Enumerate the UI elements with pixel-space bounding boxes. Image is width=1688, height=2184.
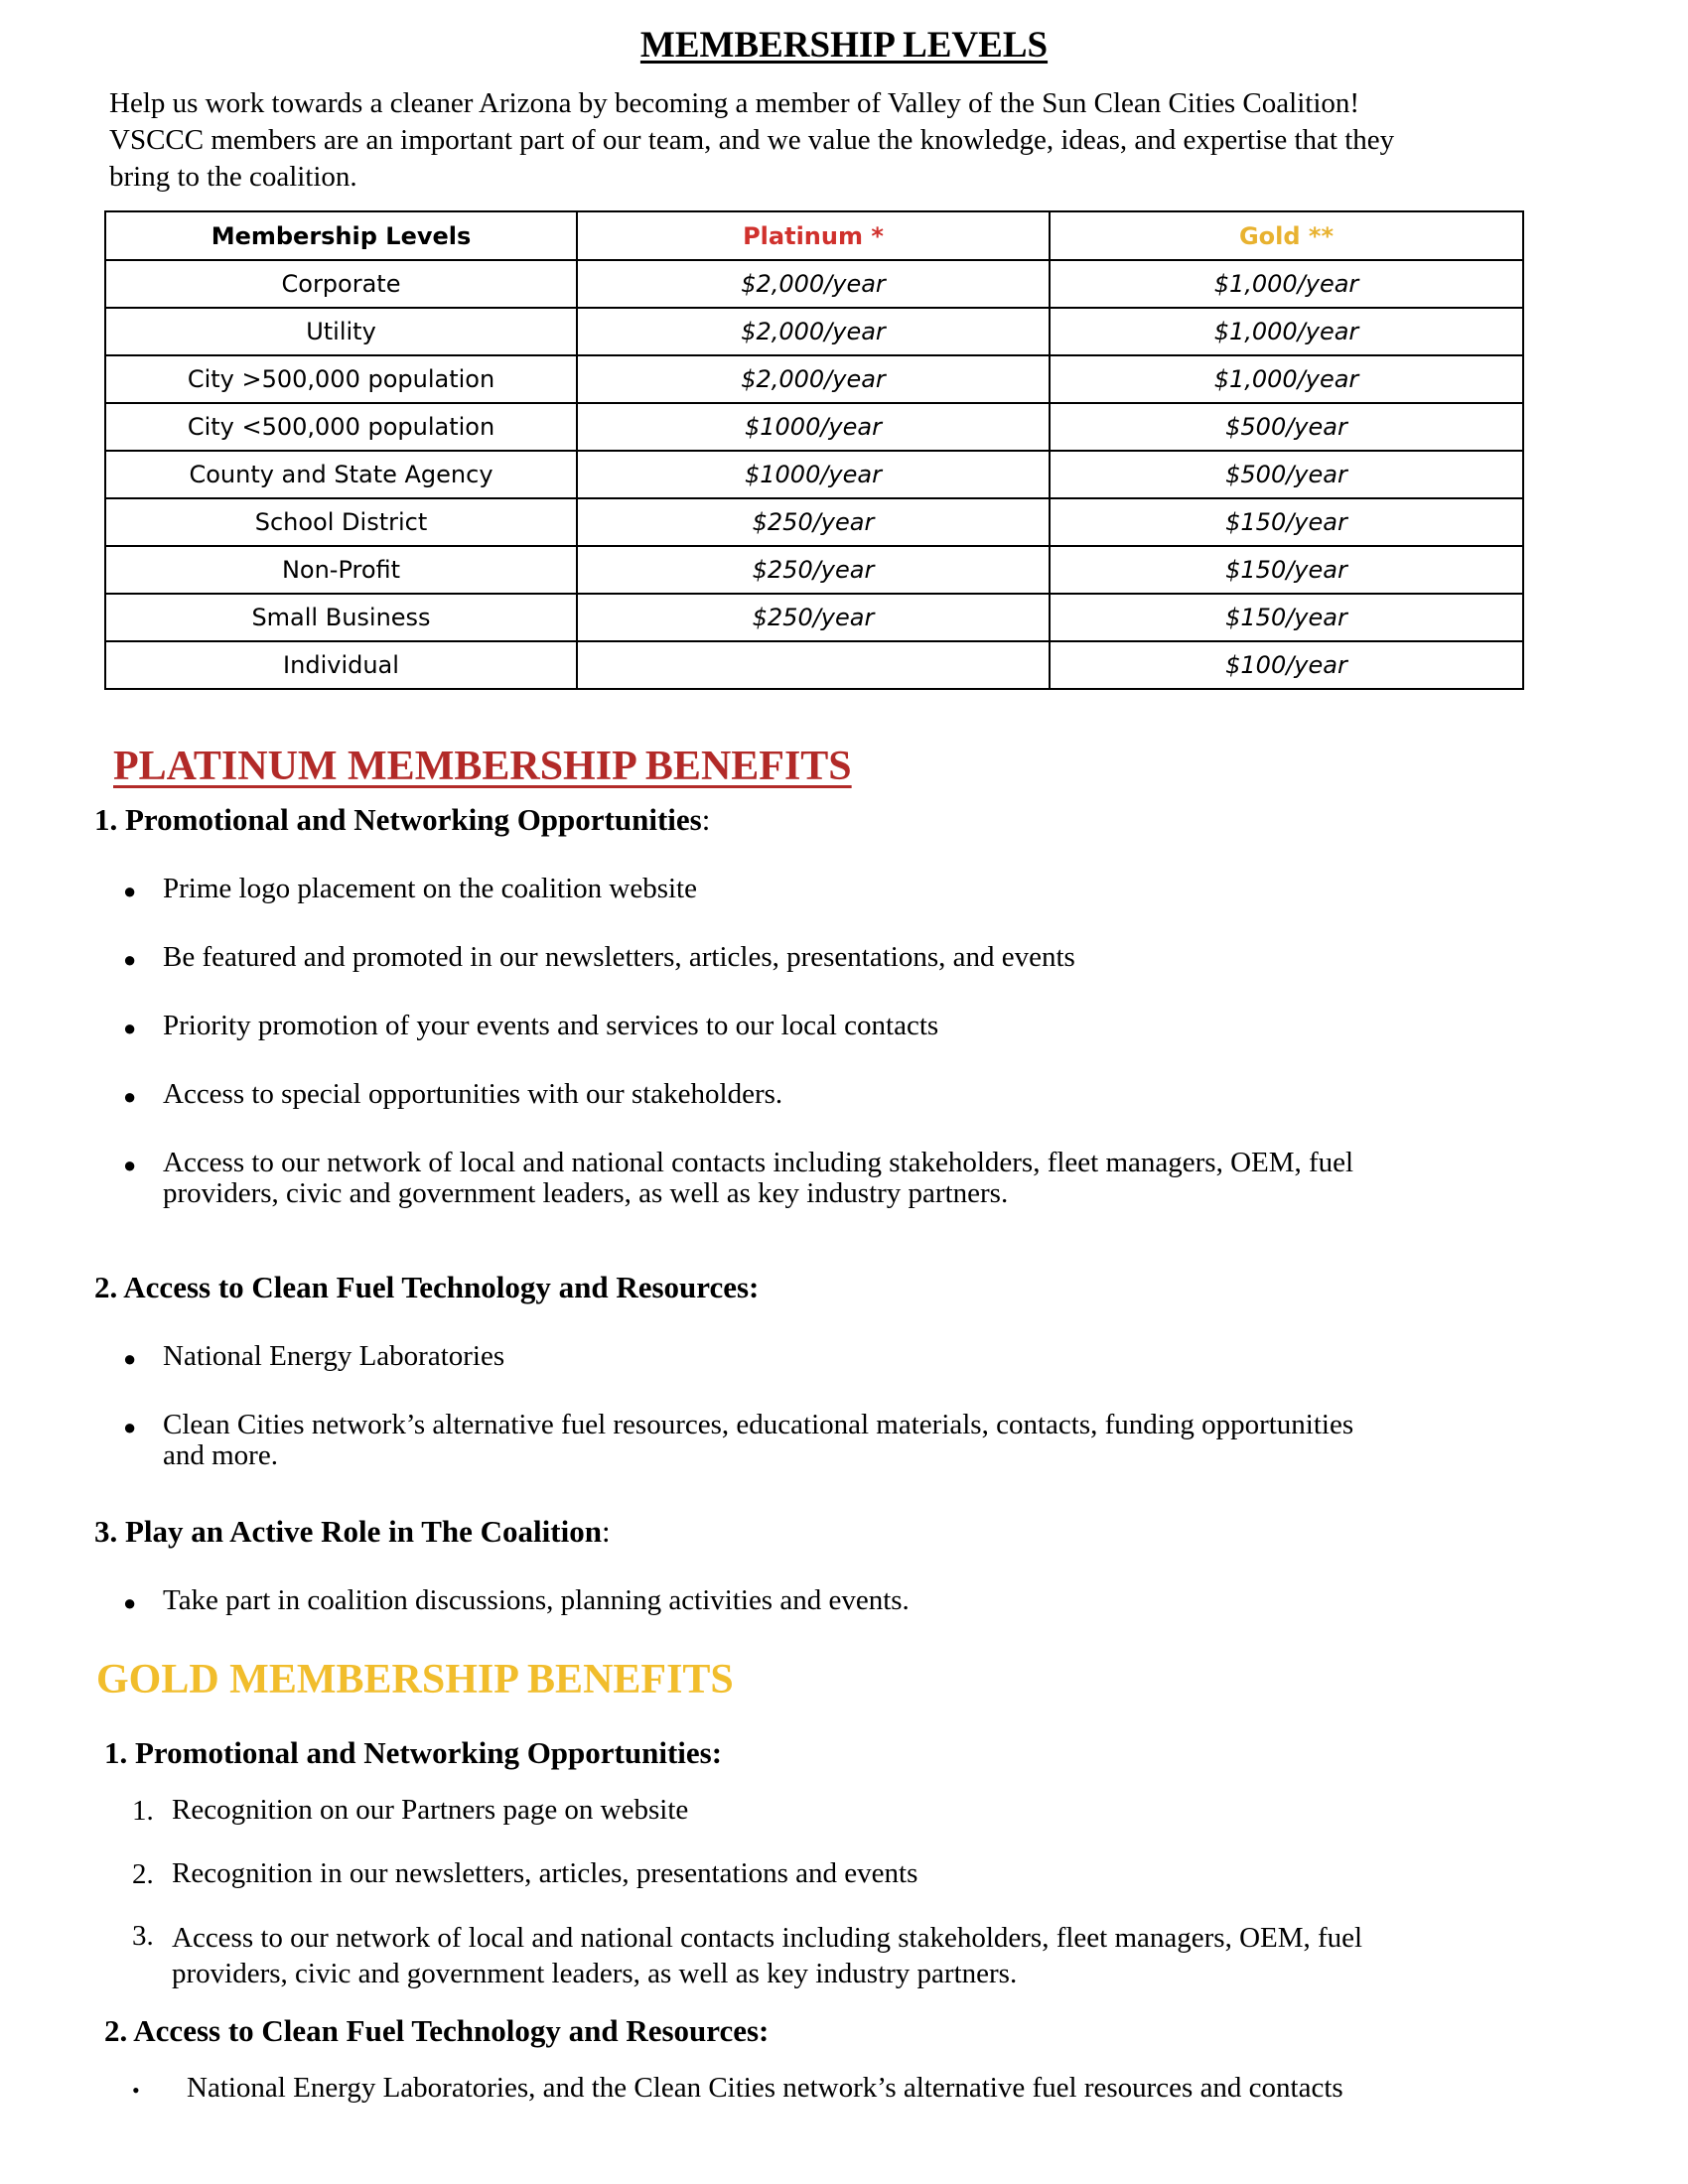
gold-price-cell: $500/year	[1050, 403, 1523, 451]
platinum-price-cell: $1000/year	[577, 403, 1050, 451]
platinum-price-cell	[577, 641, 1050, 689]
platinum-section-title	[94, 1270, 759, 1305]
level-cell: School District	[105, 498, 577, 546]
level-cell: Individual	[105, 641, 577, 689]
platinum-price-cell: $2,000/year	[577, 308, 1050, 355]
list-number: 3.	[132, 1920, 154, 1952]
list-item	[163, 1148, 1353, 1209]
list-item-line: and more.	[163, 1439, 278, 1471]
table-row	[105, 355, 1523, 403]
gold-price-cell: $150/year	[1050, 546, 1523, 594]
intro-line: VSCCC members are an important part of our team, and we value the knowledge, ideas, and expertise that they	[109, 124, 1395, 156]
list-item-line: providers, civic and government leaders, as well as key industry partners.	[172, 1958, 1018, 1989]
list-number: 2.	[132, 1858, 154, 1890]
platinum-price-cell: $2,000/year	[577, 260, 1050, 308]
list-item	[172, 1920, 1362, 1991]
section-title-suffix: :	[701, 802, 711, 837]
section-title-text: 2. Access to Clean Fuel Technology and Resources:	[104, 2013, 770, 2048]
section-title-text: 1. Promotional and Networking Opportunities	[94, 802, 702, 837]
intro-line: bring to the coalition.	[109, 161, 357, 193]
level-cell: County and State Agency	[105, 451, 577, 498]
table-row	[105, 546, 1523, 594]
bullet-icon: ●	[123, 1346, 137, 1371]
bullet-icon: ●	[123, 1016, 137, 1040]
bullet-icon: ●	[123, 947, 137, 972]
level-cell: Utility	[105, 308, 577, 355]
bullet-icon: •	[132, 2078, 140, 2103]
platinum-section-title	[94, 1514, 611, 1550]
level-cell: Corporate	[105, 260, 577, 308]
list-number: 1.	[132, 1795, 154, 1827]
list-item-line: Clean Cities network’s alternative fuel resources, educational materials, contacts, funding opportunities	[163, 1409, 1354, 1440]
gold-section-title	[104, 2013, 769, 2049]
platinum-section-title	[94, 802, 710, 838]
gold-section-title	[104, 1735, 722, 1771]
list-item: Take part in coalition discussions, planning activities and events.	[163, 1584, 910, 1616]
gold-benefits-heading: GOLD MEMBERSHIP BENEFITS	[96, 1657, 734, 1703]
gold-price-cell: $1,000/year	[1050, 260, 1523, 308]
list-item: Access to special opportunities with our stakeholders.	[163, 1078, 783, 1110]
membership-levels-table	[104, 210, 1524, 690]
intro-line: Help us work towards a cleaner Arizona by becoming a member of Valley of the Sun Clean Cities Coalition!	[109, 87, 1360, 119]
gold-price-cell: $1,000/year	[1050, 308, 1523, 355]
gold-price-cell: $150/year	[1050, 594, 1523, 641]
platinum-benefits-heading: PLATINUM MEMBERSHIP BENEFITS	[113, 744, 852, 789]
list-item: National Energy Laboratories	[163, 1340, 505, 1372]
section-title-text: 1. Promotional and Networking Opportunities:	[104, 1735, 723, 1770]
bullet-icon: ●	[123, 1415, 137, 1439]
section-title-text: 2. Access to Clean Fuel Technology and Resources:	[94, 1270, 760, 1304]
table-row	[105, 260, 1523, 308]
platinum-price-cell: $1000/year	[577, 451, 1050, 498]
bullet-icon: ●	[123, 1084, 137, 1109]
gold-price-cell: $1,000/year	[1050, 355, 1523, 403]
bullet-icon: ●	[123, 1590, 137, 1615]
list-item-line: providers, civic and government leaders, as well as key industry partners.	[163, 1177, 1009, 1209]
header-gold: Gold **	[1050, 211, 1523, 260]
table-row	[105, 308, 1523, 355]
table-row	[105, 594, 1523, 641]
list-item: Priority promotion of your events and services to our local contacts	[163, 1010, 939, 1041]
level-cell: City <500,000 population	[105, 403, 577, 451]
list-item: Prime logo placement on the coalition website	[163, 873, 697, 904]
bullet-icon: ●	[123, 1153, 137, 1177]
intro-paragraph	[109, 85, 1499, 196]
list-item	[163, 1410, 1353, 1471]
gold-price-cell: $500/year	[1050, 451, 1523, 498]
level-cell: Small Business	[105, 594, 577, 641]
list-item: Recognition on our Partners page on website	[172, 1794, 689, 1826]
level-cell: Non-Profit	[105, 546, 577, 594]
table-row	[105, 451, 1523, 498]
gold-price-cell: $150/year	[1050, 498, 1523, 546]
table-row	[105, 403, 1523, 451]
list-item: Recognition in our newsletters, articles, presentations and events	[172, 1857, 918, 1889]
table-row	[105, 498, 1523, 546]
bullet-icon: ●	[123, 879, 137, 903]
list-item: National Energy Laboratories, and the Clean Cities network’s alternative fuel resources and contacts	[187, 2072, 1343, 2104]
list-item-line: Access to our network of local and national contacts including stakeholders, fleet managers, OEM, fuel	[163, 1147, 1354, 1178]
level-cell: City >500,000 population	[105, 355, 577, 403]
gold-price-cell: $100/year	[1050, 641, 1523, 689]
platinum-price-cell: $250/year	[577, 594, 1050, 641]
section-title-text: 3. Play an Active Role in The Coalition	[94, 1514, 602, 1549]
header-platinum: Platinum *	[577, 211, 1050, 260]
table-row	[105, 641, 1523, 689]
platinum-price-cell: $2,000/year	[577, 355, 1050, 403]
platinum-price-cell: $250/year	[577, 498, 1050, 546]
header-membership-levels: Membership Levels	[105, 211, 577, 260]
list-item-line: Access to our network of local and national contacts including stakeholders, fleet managers, OEM, fuel	[172, 1922, 1363, 1954]
list-item: Be featured and promoted in our newsletters, articles, presentations, and events	[163, 941, 1075, 973]
page-title: MEMBERSHIP LEVELS	[639, 25, 1049, 66]
table-header-row	[105, 211, 1523, 260]
platinum-price-cell: $250/year	[577, 546, 1050, 594]
section-title-suffix: :	[601, 1514, 611, 1549]
